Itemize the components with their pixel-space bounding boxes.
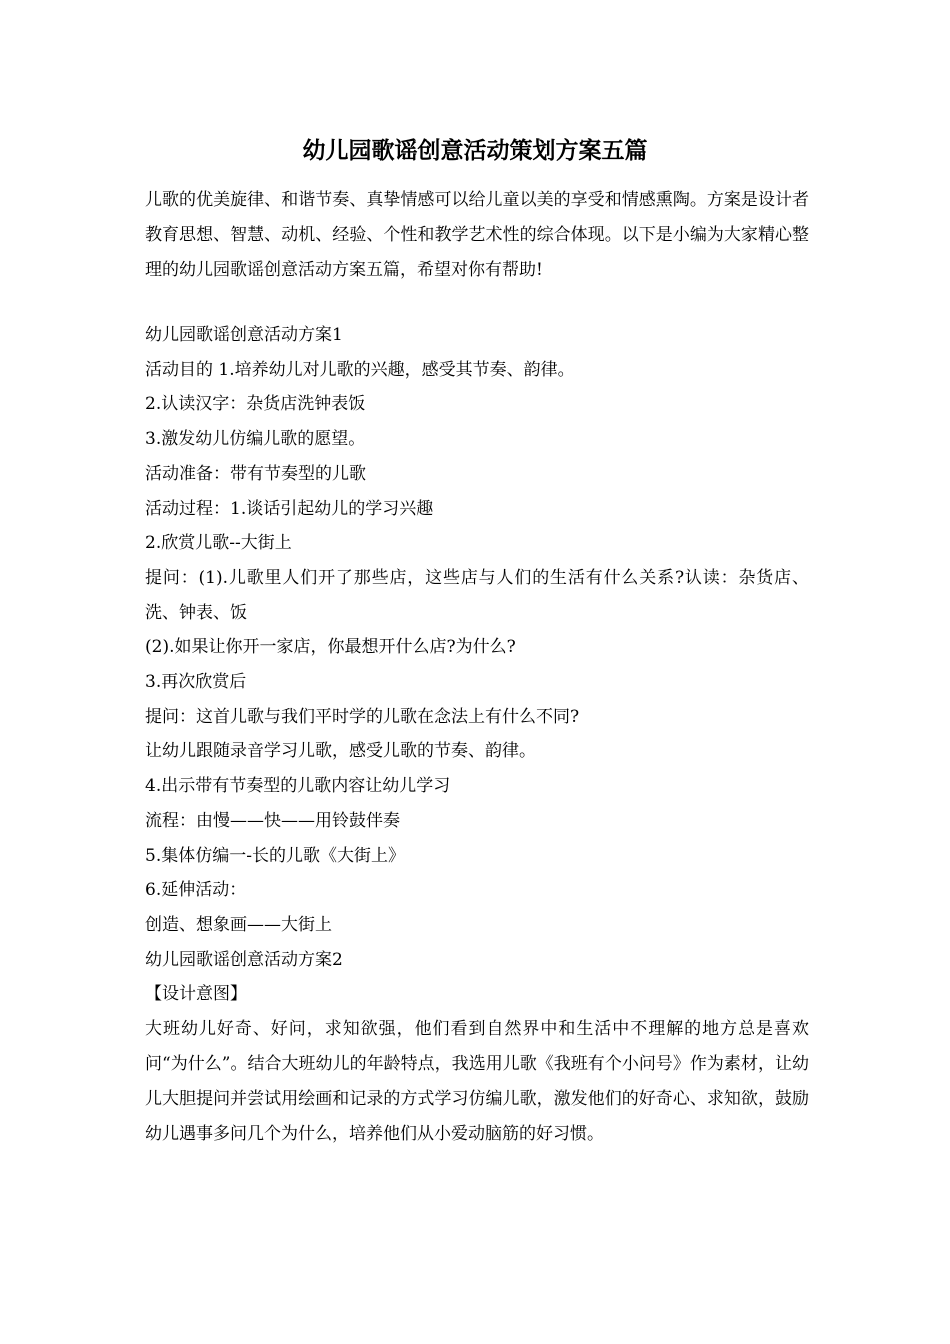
text-line: 让幼儿跟随录音学习儿歌，感受儿歌的节奏、韵律。: [145, 741, 536, 762]
text-line: 2.认读汉字：杂货店洗钟表饭: [145, 394, 366, 415]
text-line: 6.延伸活动：: [145, 880, 247, 901]
text-line: 4.出示带有节奏型的儿歌内容让幼儿学习: [145, 776, 451, 797]
text-line: 活动目的 1.培养幼儿对儿歌的兴趣，感受其节奏、韵律。: [145, 359, 575, 380]
plan-heading-1: 幼儿园歌谣创意活动方案1: [145, 325, 343, 345]
text-line: 创造、想象画——大街上: [145, 914, 332, 935]
section-heading-design-intent: 【设计意图】: [145, 984, 247, 1005]
document-body: [145, 183, 809, 1152]
text-line: 活动准备：带有节奏型的儿歌: [145, 463, 366, 484]
text-line: 2.欣赏儿歌--大街上: [145, 533, 292, 554]
text-line: 活动过程：1.谈话引起幼儿的学习兴趣: [145, 498, 434, 519]
intro-paragraph: 儿歌的优美旋律、和谐节奏、真挚情感可以给儿童以美的享受和情感熏陶。方案是设计者教育思想、智慧、动机、经验、个性和教学艺术性的综合体现。以下是小编为大家精心整理的幼儿园歌谣创意活动方案五篇，希望对你有帮助!: [145, 190, 809, 280]
text-line: 3.再次欣赏后: [145, 672, 247, 693]
document-title: 幼儿园歌谣创意活动策划方案五篇: [302, 137, 648, 164]
text-line: 流程：由慢——快——用铃鼓伴奏: [145, 810, 400, 831]
text-line: 提问：(1).儿歌里人们开了那些店，这些店与人们的生活有什么关系?认读：杂货店、洗、钟表、饭: [145, 567, 809, 623]
text-line: 3.激发幼儿仿编儿歌的愿望。: [145, 429, 366, 450]
paragraph-gap: [145, 288, 809, 318]
text-line: 提问：这首儿歌与我们平时学的儿歌在念法上有什么不同?: [145, 706, 580, 727]
design-intent-paragraph: 大班幼儿好奇、好问，求知欲强，他们看到自然界中和生活中不理解的地方总是喜欢问“为什么”。结合大班幼儿的年龄特点，我选用儿歌《我班有个小问号》作为素材，让幼儿大胆提问并尝试用绘画和记录的方式学习仿编儿歌，激发他们的好奇心、求知欲，鼓励幼儿遇事多问几个为什么，培养他们从小爱动脑筋的好习惯。: [145, 1019, 809, 1145]
plan-heading-2: 幼儿园歌谣创意活动方案2: [145, 949, 343, 970]
text-line: (2).如果让你开一家店，你最想开什么店?为什么?: [145, 637, 516, 658]
text-line: 5.集体仿编一-长的儿歌《大街上》: [145, 845, 405, 866]
plan-lines: [145, 318, 809, 1012]
